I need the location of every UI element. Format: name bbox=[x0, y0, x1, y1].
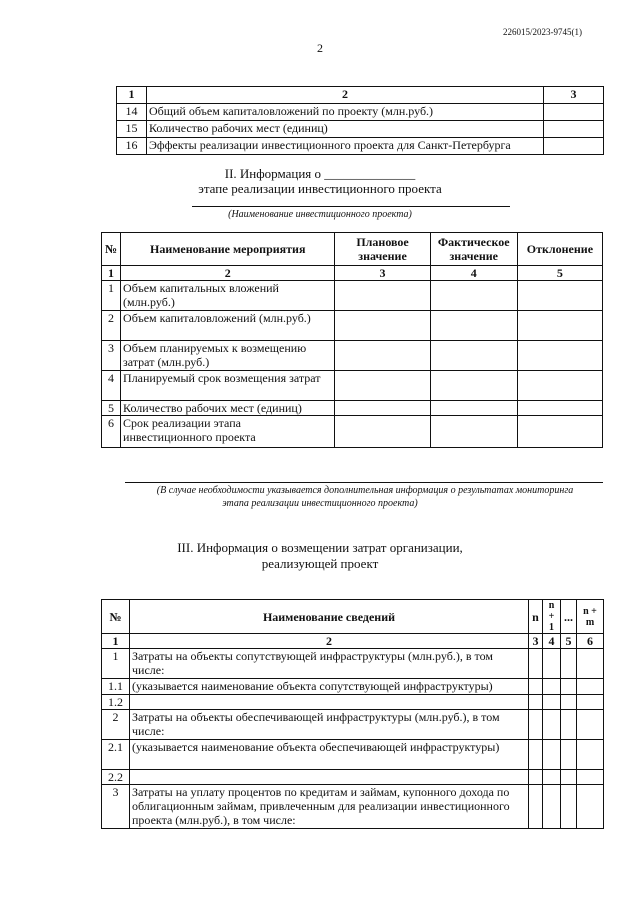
table-row bbox=[102, 710, 604, 740]
value-cell bbox=[543, 770, 561, 785]
project-name-caption: (Наименование инвестиционного проекта) bbox=[228, 209, 412, 220]
row-name: Затраты на объекты сопутствующей инфраструктуры (млн.руб.), в том числе: bbox=[130, 649, 529, 679]
table-row bbox=[102, 341, 603, 371]
table-header-row bbox=[102, 233, 603, 266]
value-cell bbox=[561, 649, 577, 679]
value-cell bbox=[577, 710, 604, 740]
additional-info-note: (В случае необходимости указывается дополнительная информация о результатах мониторинга bbox=[156, 485, 574, 496]
value-cell bbox=[577, 770, 604, 785]
value-cell bbox=[543, 649, 561, 679]
row-number: 1.2 bbox=[102, 695, 130, 710]
row-name: Количество рабочих мест (единиц) bbox=[121, 401, 335, 416]
page-number: 2 bbox=[317, 41, 323, 55]
value-cell bbox=[529, 740, 543, 770]
row-number: 1.1 bbox=[102, 679, 130, 695]
row-name: Общий объем капиталовложений по проекту (млн.руб.) bbox=[147, 104, 544, 121]
value-cell bbox=[335, 311, 430, 341]
row-number: 1 bbox=[102, 649, 130, 679]
row-name: Затраты на объекты обеспечивающей инфраструктуры (млн.руб.), в том числе: bbox=[130, 710, 529, 740]
value-cell bbox=[335, 281, 430, 311]
value-cell bbox=[335, 341, 430, 371]
value-cell bbox=[529, 710, 543, 740]
value-cell bbox=[430, 371, 517, 401]
header-cell: Наименование мероприятия bbox=[121, 233, 335, 266]
section-2-subtitle: этапе реализации инвестиционного проекта bbox=[198, 181, 442, 196]
section-3-title: III. Информация о возмещении затрат организации, bbox=[177, 540, 463, 555]
column-numbers-row bbox=[102, 266, 603, 281]
value-cell bbox=[430, 311, 517, 341]
table-row bbox=[102, 770, 604, 785]
value-cell bbox=[430, 401, 517, 416]
value-cell bbox=[517, 311, 602, 341]
row-name: Объем планируемых к возмещению затрат (млн.руб.) bbox=[121, 341, 335, 371]
value-cell bbox=[430, 281, 517, 311]
row-name: Планируемый срок возмещения затрат bbox=[121, 371, 335, 401]
table-row bbox=[102, 371, 603, 401]
row-number: 6 bbox=[102, 416, 121, 448]
header-cell: Фактическое значение bbox=[430, 233, 517, 266]
col-number: 2 bbox=[121, 266, 335, 281]
row-name bbox=[130, 695, 529, 710]
col-number: 5 bbox=[517, 266, 602, 281]
value-cell bbox=[543, 740, 561, 770]
row-name: (указывается наименование объекта сопутствующей инфраструктуры) bbox=[130, 679, 529, 695]
row-name bbox=[130, 770, 529, 785]
col-number: 4 bbox=[430, 266, 517, 281]
col-number: 5 bbox=[561, 634, 577, 649]
col-number: 3 bbox=[335, 266, 430, 281]
continuation-table bbox=[116, 86, 604, 155]
column-numbers-row bbox=[102, 634, 604, 649]
row-name: Объем капитальных вложений (млн.руб.) bbox=[121, 281, 335, 311]
header-cell: n + 1 bbox=[543, 600, 561, 634]
value-cell bbox=[544, 138, 604, 155]
value-cell bbox=[561, 679, 577, 695]
cost-reimbursement-table bbox=[101, 599, 604, 829]
table-row bbox=[102, 281, 603, 311]
value-cell bbox=[543, 695, 561, 710]
value-cell bbox=[517, 371, 602, 401]
value-cell bbox=[577, 695, 604, 710]
section-3-subtitle: реализующей проект bbox=[261, 556, 379, 571]
table-row bbox=[102, 740, 604, 770]
project-name-line bbox=[192, 206, 510, 207]
table-row bbox=[102, 695, 604, 710]
value-cell bbox=[529, 770, 543, 785]
value-cell bbox=[335, 371, 430, 401]
table-header-row bbox=[102, 600, 604, 634]
row-name: (указывается наименование объекта обеспечивающей инфраструктуры) bbox=[130, 740, 529, 770]
col-number: 6 bbox=[577, 634, 604, 649]
value-cell bbox=[577, 649, 604, 679]
table-row bbox=[102, 401, 603, 416]
additional-info-note-2: этапа реализации инвестиционного проекта) bbox=[222, 498, 418, 509]
header-cell: Наименование сведений bbox=[130, 600, 529, 634]
row-number: 14 bbox=[117, 104, 147, 121]
value-cell bbox=[577, 740, 604, 770]
col-number: 2 bbox=[147, 87, 544, 104]
value-cell bbox=[543, 679, 561, 695]
col-number: 3 bbox=[529, 634, 543, 649]
col-number: 1 bbox=[117, 87, 147, 104]
table-row bbox=[102, 416, 603, 448]
additional-info-line bbox=[125, 482, 603, 483]
row-number: 2.2 bbox=[102, 770, 130, 785]
value-cell bbox=[517, 401, 602, 416]
row-number: 2.1 bbox=[102, 740, 130, 770]
value-cell bbox=[544, 121, 604, 138]
col-number: 3 bbox=[544, 87, 604, 104]
value-cell bbox=[577, 679, 604, 695]
stage-info-table bbox=[101, 232, 603, 448]
col-number: 2 bbox=[130, 634, 529, 649]
value-cell bbox=[561, 740, 577, 770]
value-cell bbox=[543, 785, 561, 829]
document-number: 226015/2023-9745(1) bbox=[503, 27, 582, 37]
header-cell: Плановое значение bbox=[335, 233, 430, 266]
section-2-title: II. Информация о ______________ bbox=[224, 166, 416, 181]
row-name: Эффекты реализации инвестиционного проекта для Санкт-Петербурга bbox=[147, 138, 544, 155]
value-cell bbox=[430, 416, 517, 448]
value-cell bbox=[561, 785, 577, 829]
header-cell: ... bbox=[561, 600, 577, 634]
row-name: Срок реализации этапа инвестиционного проекта bbox=[121, 416, 335, 448]
value-cell bbox=[561, 695, 577, 710]
table-header-row bbox=[117, 87, 604, 104]
value-cell bbox=[577, 785, 604, 829]
row-number: 3 bbox=[102, 341, 121, 371]
row-name: Количество рабочих мест (единиц) bbox=[147, 121, 544, 138]
value-cell bbox=[543, 710, 561, 740]
value-cell bbox=[517, 281, 602, 311]
header-cell: Отклонение bbox=[517, 233, 602, 266]
value-cell bbox=[529, 679, 543, 695]
table-row bbox=[102, 649, 604, 679]
value-cell bbox=[529, 695, 543, 710]
value-cell bbox=[430, 341, 517, 371]
value-cell bbox=[335, 416, 430, 448]
col-number: 1 bbox=[102, 266, 121, 281]
value-cell bbox=[561, 710, 577, 740]
row-name: Объем капиталовложений (млн.руб.) bbox=[121, 311, 335, 341]
row-number: 5 bbox=[102, 401, 121, 416]
value-cell bbox=[529, 649, 543, 679]
table-row bbox=[117, 121, 604, 138]
value-cell bbox=[529, 785, 543, 829]
table-row bbox=[102, 679, 604, 695]
row-number: 2 bbox=[102, 311, 121, 341]
row-number: 15 bbox=[117, 121, 147, 138]
row-number: 16 bbox=[117, 138, 147, 155]
header-cell: n bbox=[529, 600, 543, 634]
row-number: 4 bbox=[102, 371, 121, 401]
value-cell bbox=[517, 416, 602, 448]
value-cell bbox=[517, 341, 602, 371]
table-row bbox=[102, 311, 603, 341]
col-number: 1 bbox=[102, 634, 130, 649]
table-row bbox=[102, 785, 604, 829]
header-cell: n + m bbox=[577, 600, 604, 634]
value-cell bbox=[561, 770, 577, 785]
col-number: 4 bbox=[543, 634, 561, 649]
table-row bbox=[117, 104, 604, 121]
value-cell bbox=[335, 401, 430, 416]
header-cell: № bbox=[102, 600, 130, 634]
table-row bbox=[117, 138, 604, 155]
value-cell bbox=[544, 104, 604, 121]
row-name: Затраты на уплату процентов по кредитам и займам, купонного дохода по облигационным займам, привлеченным для реализации инвестиционного проекта (млн.руб.), в том числе: bbox=[130, 785, 529, 829]
row-number: 3 bbox=[102, 785, 130, 829]
row-number: 2 bbox=[102, 710, 130, 740]
header-cell: № bbox=[102, 233, 121, 266]
row-number: 1 bbox=[102, 281, 121, 311]
